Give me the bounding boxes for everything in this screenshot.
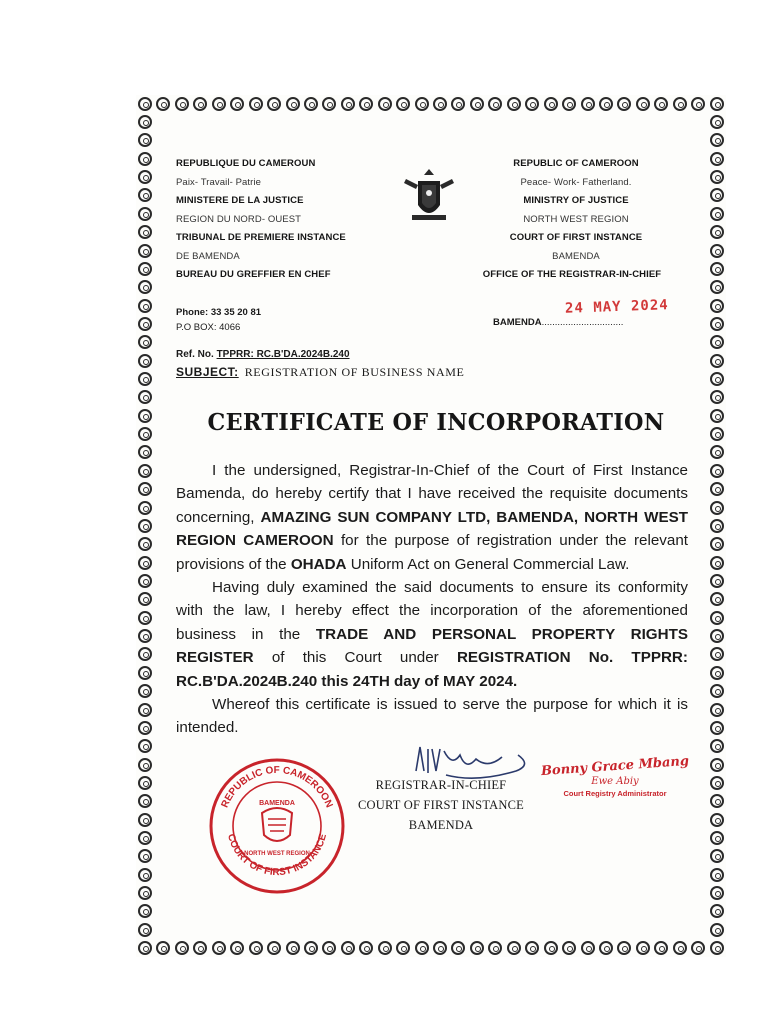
border-ring-icon	[488, 941, 502, 955]
border-ring-icon	[544, 941, 558, 955]
p1-text-b: for the purpose of registration under the relevant provisions of the	[176, 532, 688, 573]
border-ring-icon	[341, 97, 355, 111]
border-ring-icon	[599, 941, 613, 955]
registrar-title: REGISTRAR-IN-CHIEF	[375, 778, 507, 792]
border-ring-icon	[138, 758, 152, 772]
border-ring-icon	[710, 703, 724, 717]
contact-block	[176, 305, 261, 335]
border-ring-icon	[156, 941, 170, 955]
border-ring-icon	[525, 97, 539, 111]
border-ring-icon	[710, 904, 724, 918]
body-paragraph-2	[176, 576, 688, 693]
border-ring-icon	[710, 354, 724, 368]
border-ring-icon	[451, 97, 465, 111]
header-fr-line6: DE BAMENDA	[176, 250, 240, 262]
border-ring-icon	[212, 97, 226, 111]
border-ring-icon	[138, 519, 152, 533]
border-ring-icon	[710, 390, 724, 404]
border-ring-icon	[581, 97, 595, 111]
reference-number: TPPRR: RC.B'DA.2024B.240	[216, 349, 350, 360]
company-name: AMAZING SUN COMPANY LTD, BAMENDA, NORTH WEST REGION CAMEROON	[176, 508, 688, 550]
border-ring-icon	[433, 97, 447, 111]
border-ring-icon	[451, 941, 465, 955]
border-ring-icon	[378, 97, 392, 111]
border-ring-icon	[249, 97, 263, 111]
border-ring-icon	[138, 537, 152, 551]
border-ring-icon	[138, 152, 152, 166]
border-ring-icon	[138, 666, 152, 680]
border-ring-icon	[138, 831, 152, 845]
border-ring-icon	[138, 280, 152, 294]
border-ring-icon	[710, 813, 724, 827]
border-ring-icon	[710, 666, 724, 680]
border-ring-icon	[138, 317, 152, 331]
border-ring-icon	[636, 941, 650, 955]
border-ring-icon	[562, 97, 576, 111]
border-ring-icon	[654, 97, 668, 111]
seal-inner-text: BAMENDA	[259, 800, 295, 807]
border-ring-icon	[138, 684, 152, 698]
border-ring-icon	[507, 97, 521, 111]
border-ring-icon	[138, 115, 152, 129]
border-ring-icon	[138, 372, 152, 386]
border-ring-icon	[138, 225, 152, 239]
border-ring-icon	[636, 97, 650, 111]
border-ring-icon	[562, 941, 576, 955]
border-ring-icon	[138, 592, 152, 606]
border-ring-icon	[673, 97, 687, 111]
header-en-line2: Peace- Work- Fatherland.	[520, 176, 632, 188]
border-ring-icon	[710, 739, 724, 753]
header-fr-line5: TRIBUNAL DE PREMIERE INSTANCE	[176, 232, 346, 243]
header-french	[176, 155, 386, 285]
border-ring-icon	[525, 941, 539, 955]
border-ring-icon	[138, 133, 152, 147]
border-ring-icon	[617, 941, 631, 955]
border-ring-icon	[691, 97, 705, 111]
border-ring-icon	[138, 611, 152, 625]
border-ring-icon	[691, 941, 705, 955]
border-ring-icon	[710, 445, 724, 459]
border-ring-icon	[341, 941, 355, 955]
border-ring-icon	[710, 501, 724, 515]
border-ring-icon	[710, 115, 724, 129]
border-ring-icon	[710, 427, 724, 441]
border-ring-icon	[710, 372, 724, 386]
border-ring-icon	[230, 941, 244, 955]
border-ring-icon	[193, 941, 207, 955]
border-ring-icon	[138, 335, 152, 349]
border-ring-icon	[710, 684, 724, 698]
decorative-border-right	[708, 113, 726, 939]
administrator-signature	[540, 753, 690, 798]
decorative-border-bottom	[136, 939, 726, 957]
border-ring-icon	[138, 262, 152, 276]
border-ring-icon	[710, 152, 724, 166]
date-city-line	[493, 317, 623, 328]
date-stamp: 24 MAY 2024	[564, 297, 669, 317]
body-paragraph-3	[176, 693, 688, 740]
border-ring-icon	[230, 97, 244, 111]
reference-label: Ref. No.	[176, 349, 214, 360]
border-ring-icon	[175, 941, 189, 955]
border-ring-icon	[710, 556, 724, 570]
border-ring-icon	[710, 464, 724, 478]
header-en-line7: OFFICE OF THE REGISTRAR-IN-CHIEF	[482, 269, 662, 280]
header-en-line5: COURT OF FIRST INSTANCE	[509, 232, 643, 243]
border-ring-icon	[710, 611, 724, 625]
border-ring-icon	[673, 941, 687, 955]
border-ring-icon	[710, 317, 724, 331]
border-ring-icon	[138, 97, 152, 111]
date-block	[493, 299, 693, 329]
border-ring-icon	[138, 703, 152, 717]
border-ring-icon	[138, 849, 152, 863]
p1-text-c: Uniform Act on General Commercial Law.	[350, 555, 630, 573]
border-ring-icon	[138, 299, 152, 313]
border-ring-icon	[710, 409, 724, 423]
border-ring-icon	[322, 941, 336, 955]
border-ring-icon	[710, 262, 724, 276]
border-ring-icon	[710, 225, 724, 239]
border-ring-icon	[286, 941, 300, 955]
seal-bottom-text: COURT OF FIRST INSTANCE	[224, 832, 330, 879]
border-ring-icon	[138, 739, 152, 753]
header-fr-line2: Paix- Travail- Patrie	[176, 176, 261, 188]
border-ring-icon	[710, 592, 724, 606]
border-ring-icon	[710, 335, 724, 349]
border-ring-icon	[710, 794, 724, 808]
border-ring-icon	[138, 813, 152, 827]
border-ring-icon	[138, 427, 152, 441]
border-ring-icon	[710, 647, 724, 661]
date-dots: ...............................	[541, 317, 624, 328]
decorative-border-left	[136, 113, 154, 939]
body-paragraph-1	[176, 459, 688, 576]
border-ring-icon	[286, 97, 300, 111]
border-ring-icon	[710, 537, 724, 551]
border-ring-icon	[249, 941, 263, 955]
registrar-city: BAMENDA	[408, 818, 474, 832]
border-ring-icon	[138, 647, 152, 661]
border-ring-icon	[710, 188, 724, 202]
border-ring-icon	[710, 941, 724, 955]
border-ring-icon	[175, 97, 189, 111]
border-ring-icon	[396, 941, 410, 955]
border-ring-icon	[710, 849, 724, 863]
border-ring-icon	[710, 574, 724, 588]
border-ring-icon	[359, 97, 373, 111]
border-ring-icon	[138, 941, 152, 955]
border-ring-icon	[138, 629, 152, 643]
border-ring-icon	[544, 97, 558, 111]
admin-signature-initials: Ewe Abiy	[591, 776, 639, 787]
header-en-line6: BAMENDA	[552, 250, 600, 262]
border-ring-icon	[138, 574, 152, 588]
border-ring-icon	[212, 941, 226, 955]
border-ring-icon	[617, 97, 631, 111]
border-ring-icon	[138, 501, 152, 515]
border-ring-icon	[304, 97, 318, 111]
phone-number: Phone: 33 35 20 81	[176, 307, 262, 318]
border-ring-icon	[138, 923, 152, 937]
border-ring-icon	[267, 97, 281, 111]
ohada-term: OHADA	[290, 555, 347, 573]
border-ring-icon	[138, 868, 152, 882]
coat-of-arms-icon	[398, 165, 460, 227]
admin-role: Court Registry Administrator	[563, 789, 667, 798]
border-ring-icon	[156, 97, 170, 111]
border-ring-icon	[470, 97, 484, 111]
border-ring-icon	[710, 482, 724, 496]
seal-top-text: REPUBLIC OF CAMEROON	[219, 764, 335, 810]
decorative-border-top	[136, 95, 726, 113]
border-ring-icon	[599, 97, 613, 111]
subject-text: REGISTRATION OF BUSINESS NAME	[244, 365, 465, 379]
border-ring-icon	[138, 244, 152, 258]
border-ring-icon	[138, 886, 152, 900]
border-ring-icon	[138, 482, 152, 496]
border-ring-icon	[138, 904, 152, 918]
border-ring-icon	[138, 776, 152, 790]
border-ring-icon	[138, 207, 152, 221]
header-en-line1: REPUBLIC OF CAMEROON	[513, 158, 639, 169]
header-english	[456, 155, 696, 285]
border-ring-icon	[710, 299, 724, 313]
reference-line	[176, 349, 350, 360]
subject-label: SUBJECT:	[176, 365, 239, 379]
p3-text: Whereof this certificate is issued to serve the purpose for which it is intended.	[176, 696, 688, 737]
registrar-court: COURT OF FIRST INSTANCE	[358, 798, 524, 812]
seal-side-text: NORTH WEST REGION	[244, 851, 310, 857]
border-ring-icon	[138, 409, 152, 423]
border-ring-icon	[138, 354, 152, 368]
border-ring-icon	[359, 941, 373, 955]
border-ring-icon	[710, 170, 724, 184]
border-ring-icon	[710, 721, 724, 735]
header-fr-line3: MINISTERE DE LA JUSTICE	[176, 195, 304, 206]
border-ring-icon	[396, 97, 410, 111]
border-ring-icon	[138, 170, 152, 184]
border-ring-icon	[710, 831, 724, 845]
border-ring-icon	[415, 97, 429, 111]
border-ring-icon	[138, 556, 152, 570]
border-ring-icon	[267, 941, 281, 955]
border-ring-icon	[710, 886, 724, 900]
border-ring-icon	[710, 923, 724, 937]
border-ring-icon	[378, 941, 392, 955]
registration-number: REGISTRATION No. TPPRR: RC.B'DA.2024B.240 this 24TH day of MAY 2024.	[176, 649, 688, 690]
border-ring-icon	[710, 97, 724, 111]
border-ring-icon	[710, 207, 724, 221]
po-box: P.O BOX: 4066	[176, 322, 241, 333]
registrar-block	[326, 775, 556, 835]
border-ring-icon	[304, 941, 318, 955]
border-ring-icon	[710, 776, 724, 790]
border-ring-icon	[138, 390, 152, 404]
border-ring-icon	[322, 97, 336, 111]
admin-signature-name: Bonny Grace Mbang	[540, 753, 690, 780]
p2-text-b: of this Court under	[271, 649, 439, 667]
header-fr-line7: BUREAU DU GREFFIER EN CHEF	[176, 269, 331, 280]
border-ring-icon	[470, 941, 484, 955]
p1-text-a: I the undersigned, Registrar-In-Chief of the Court of First Instance Bamenda, do hereby certify that I have received the requisite documents concerning,	[176, 462, 688, 526]
border-ring-icon	[710, 280, 724, 294]
border-ring-icon	[654, 941, 668, 955]
border-ring-icon	[415, 941, 429, 955]
header-en-line3: MINISTRY OF JUSTICE	[523, 195, 629, 206]
certificate-body	[176, 459, 688, 740]
header-fr-line1: REPUBLIQUE DU CAMEROUN	[176, 158, 316, 169]
border-ring-icon	[581, 941, 595, 955]
border-ring-icon	[710, 244, 724, 258]
subject-line	[176, 365, 464, 380]
border-ring-icon	[138, 464, 152, 478]
border-ring-icon	[138, 188, 152, 202]
border-ring-icon	[710, 868, 724, 882]
border-ring-icon	[488, 97, 502, 111]
border-ring-icon	[710, 519, 724, 533]
border-ring-icon	[433, 941, 447, 955]
border-ring-icon	[138, 794, 152, 808]
certificate-sheet	[136, 95, 726, 957]
document-title: CERTIFICATE OF INCORPORATION	[207, 409, 665, 436]
date-city: BAMENDA	[493, 317, 542, 328]
register-name: TRADE AND PERSONAL PROPERTY RIGHTS REGISTER	[176, 625, 688, 667]
border-ring-icon	[193, 97, 207, 111]
header-fr-line4: REGION DU NORD- OUEST	[176, 213, 302, 225]
border-ring-icon	[507, 941, 521, 955]
border-ring-icon	[138, 721, 152, 735]
border-ring-icon	[710, 758, 724, 772]
border-ring-icon	[710, 133, 724, 147]
header-en-line4: NORTH WEST REGION	[523, 213, 629, 225]
p2-text-a: Having duly examined the said documents to ensure its conformity with the law, I hereby effect the incorporation of the aforementioned business in the	[176, 579, 688, 643]
border-ring-icon	[710, 629, 724, 643]
border-ring-icon	[138, 445, 152, 459]
